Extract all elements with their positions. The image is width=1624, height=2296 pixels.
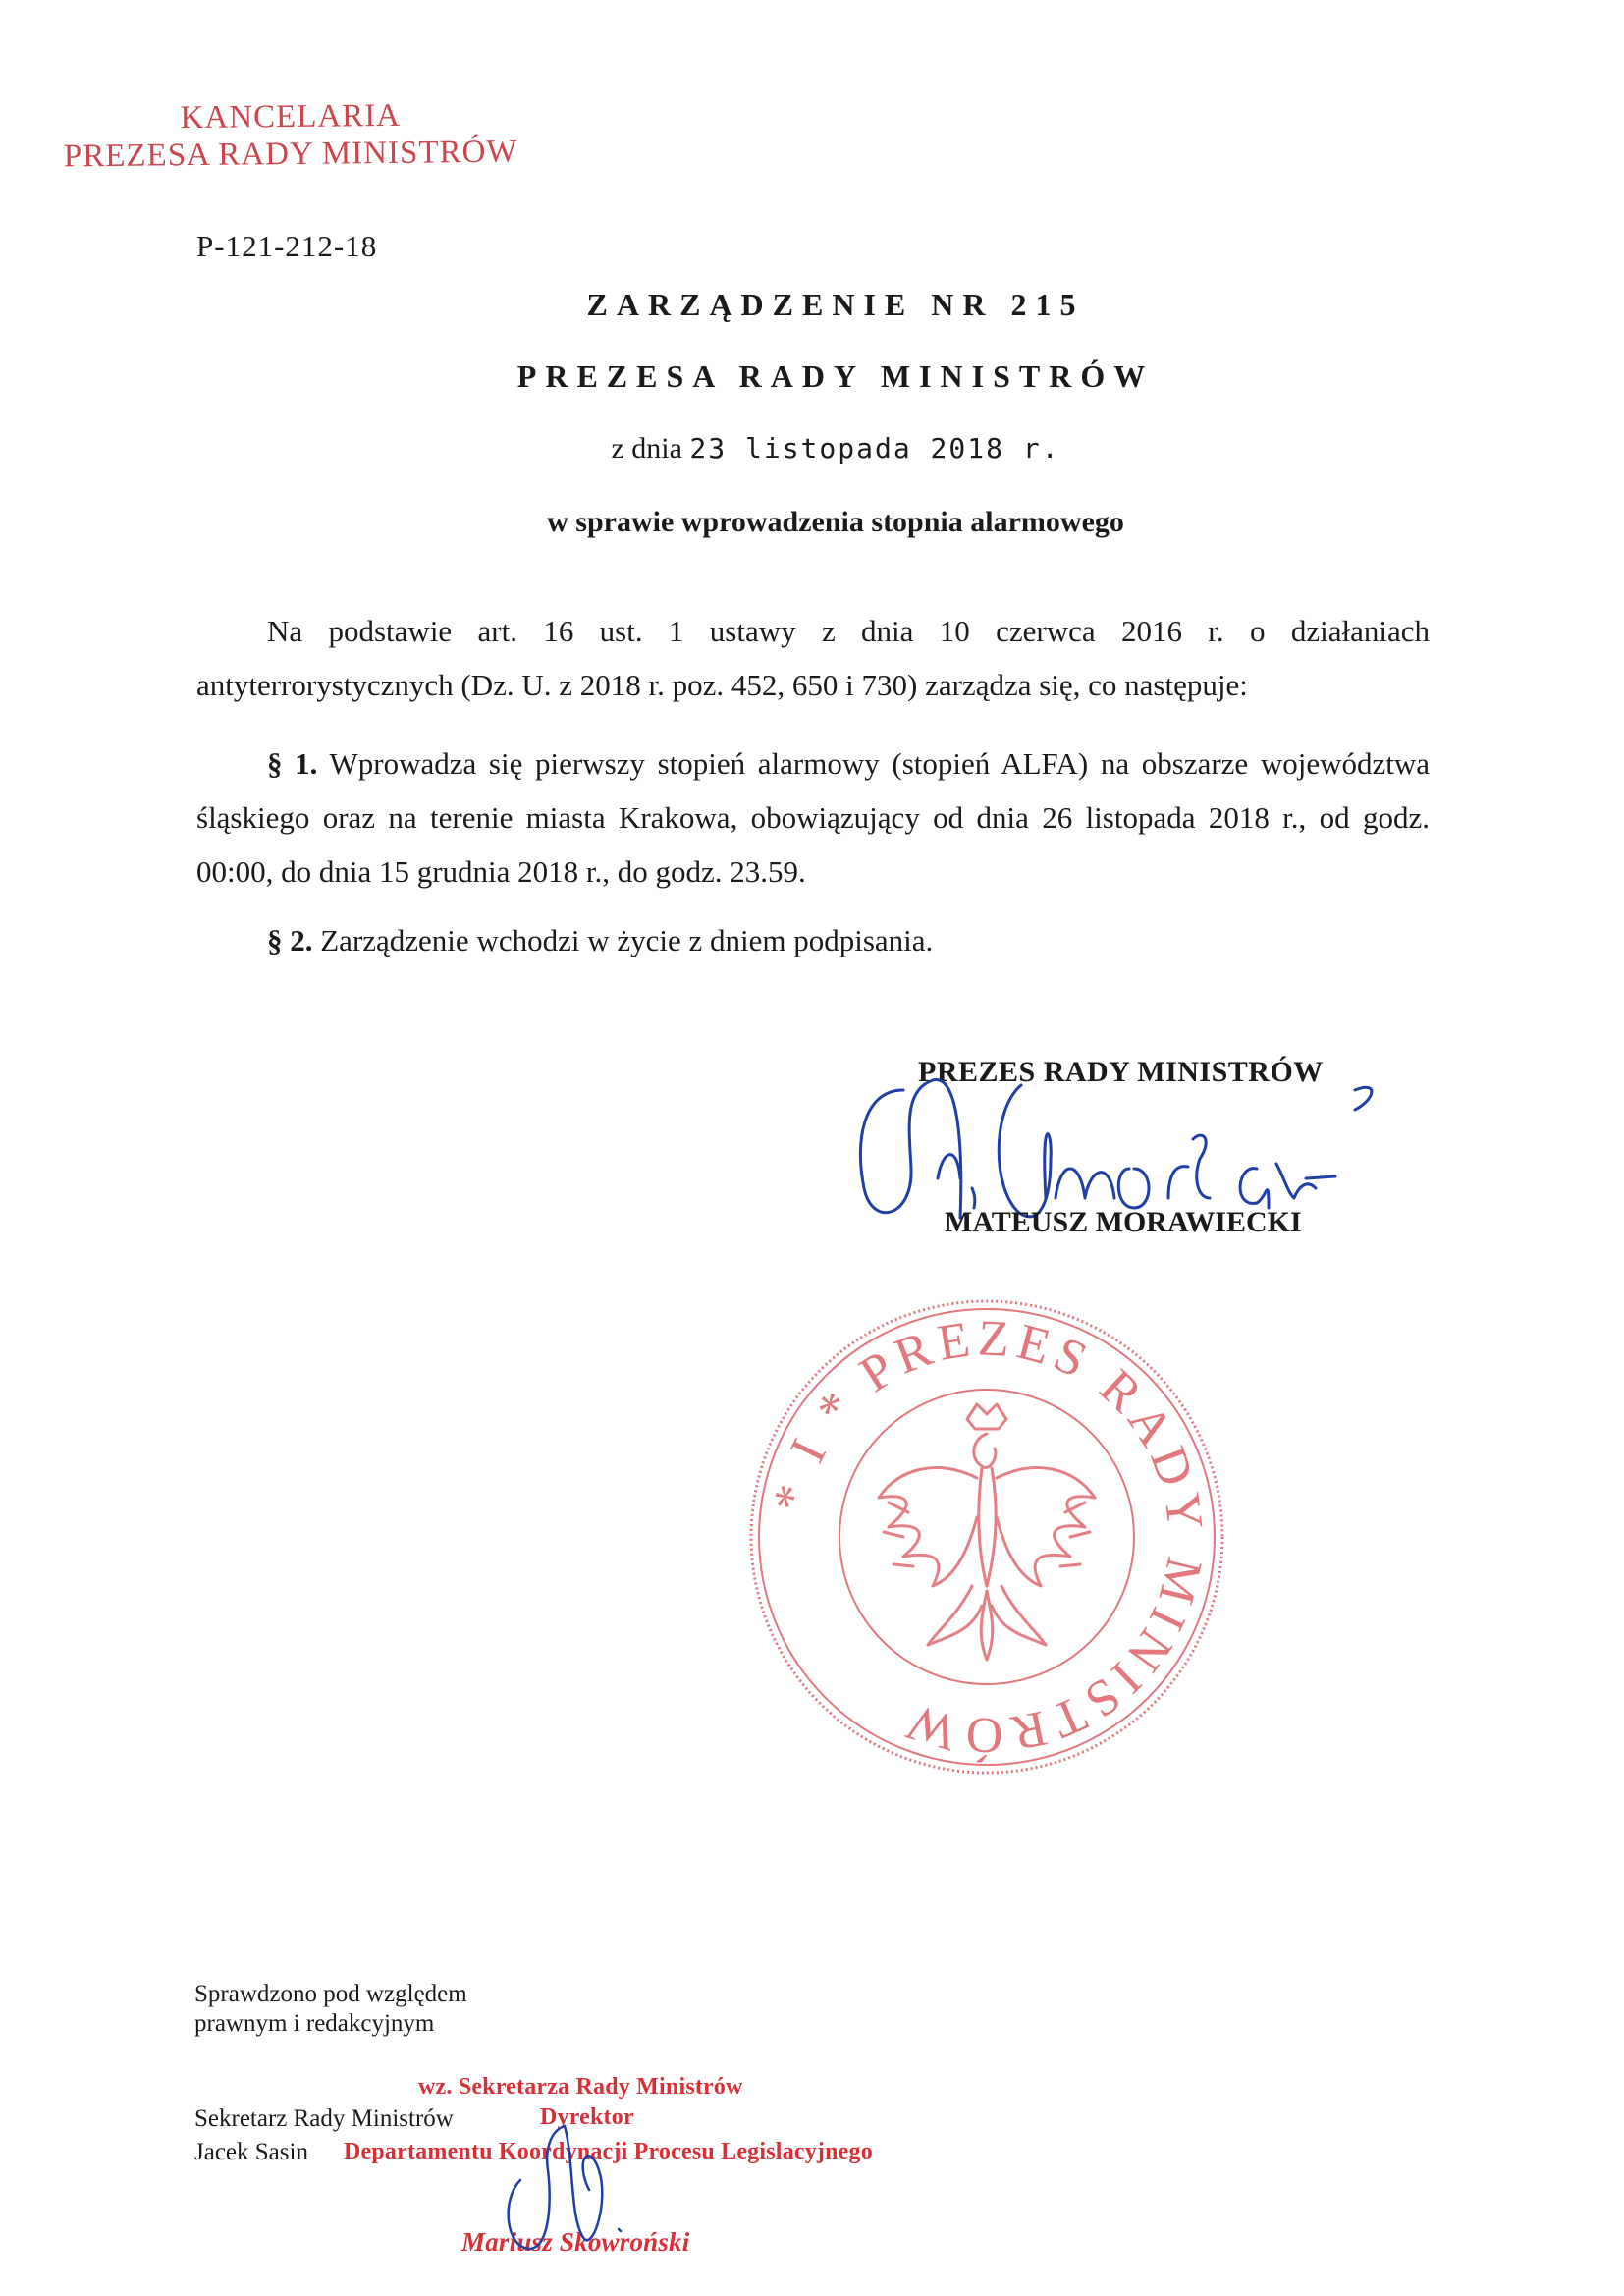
svg-text:* I * PREZES RADY MINISTRÓW <box>763 1310 1214 1764</box>
signer-title: PREZES RADY MINISTRÓW <box>918 1056 1324 1088</box>
paragraph-1-label: § 1. <box>267 746 318 781</box>
seal-inscription: * I * PREZES RADY MINISTRÓW <box>762 1310 1214 1764</box>
document-subject: w sprawie wprowadzenia stopnia alarmowego <box>547 506 1124 538</box>
date-value: 23 listopada 2018 r. <box>689 432 1060 465</box>
red-stamp-line-2: Dyrektor <box>540 2105 634 2130</box>
office-stamp-line-1: KANCELARIA <box>180 97 402 137</box>
document-title: ZARZĄDZENIE NR 215 <box>586 287 1085 322</box>
paragraph-2 <box>196 913 1430 967</box>
paragraph-2-text: Zarządzenie wchodzi w życie z dniem podpisania. <box>320 923 934 957</box>
check-note-line-2: prawnym i redakcyjnym <box>194 2010 435 2037</box>
eagle-emblem-icon <box>879 1404 1095 1660</box>
official-round-seal <box>741 1291 1232 1782</box>
paragraph-1 <box>196 737 1430 899</box>
red-stamp-line-3: Departamentu Koordynacji Procesu Legislacyjnego <box>344 2139 873 2164</box>
document-issuer: PREZESA RADY MINISTRÓW <box>516 358 1155 394</box>
check-note-line-1: Sprawdzono pod względem <box>194 1981 467 2007</box>
document-date <box>0 432 1624 465</box>
office-stamp-line-2: PREZESA RADY MINISTRÓW <box>63 134 518 175</box>
paragraph-2-label: § 2. <box>267 923 313 957</box>
reference-number: P-121-212-18 <box>196 229 378 263</box>
director-signature <box>491 2082 658 2269</box>
secretary-name: Jacek Sasin <box>194 2139 308 2165</box>
red-stamp-line-1: wz. Sekretarza Rady Ministrów <box>418 2074 743 2100</box>
date-prefix: z dnia <box>611 432 682 465</box>
secretary-role: Sekretarz Rady Ministrów <box>194 2105 454 2132</box>
red-stamp-signer-name: Mariusz Skowroński <box>461 2227 690 2257</box>
legal-basis-paragraph: Na podstawie art. 16 ust. 1 ustawy z dnia 10 czerwca 2016 r. o działaniach antyterrorystycznych (Dz. U. z 2018 r. poz. 452, 650 i 730) zarządza się, co następuje: <box>196 614 1430 702</box>
paragraph-1-text: Wprowadza się pierwszy stopień alarmowy (stopień ALFA) na obszarze województwa śląskiego oraz na terenie miasta Krakowa, obowiązujący od dnia 26 listopada 2018 r., od godz. 00:00, do dnia 15 grudnia 2018 r., do godz. 23.59. <box>196 746 1430 889</box>
signer-name: MATEUSZ MORAWIECKI <box>945 1206 1302 1238</box>
legal-check-note <box>194 1980 467 2039</box>
office-header-stamp <box>55 95 527 175</box>
